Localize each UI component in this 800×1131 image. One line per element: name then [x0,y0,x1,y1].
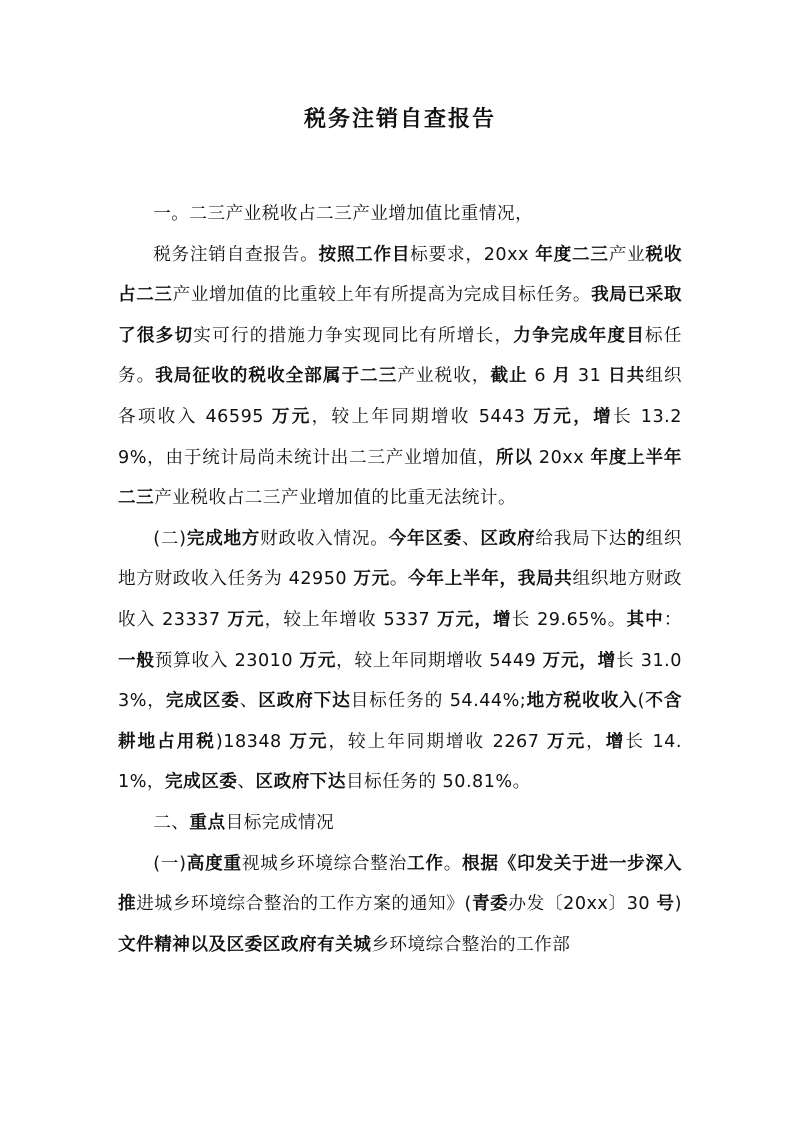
bold-text-run: 万元 [547,731,587,752]
text-run: 长 14.1%， [118,731,682,793]
text-run: ( [637,691,645,712]
text-run: 二、 [153,812,190,833]
text-run: ) [674,894,682,915]
bold-text-run: 按照工作目 [318,244,411,265]
bold-text-run: 青委 [471,894,509,915]
text-run: 、 [461,528,481,549]
bold-text-run: 万元 [227,609,265,630]
text-run: 视城乡环境综合整治 [241,853,407,874]
bold-text-run: 力争完成年度目 [513,325,646,346]
bold-text-run: 我局已采取了很多切 [118,285,682,346]
text-run: 、 [237,772,256,793]
paragraph [118,194,682,235]
text-run: 组织各项收入 46595 [118,366,682,427]
bold-text-run: 月 [552,366,572,387]
text-run: (二) [153,528,187,549]
text-run: ，较上年同期增收 2267 [328,731,547,752]
bold-text-run: 增 [605,731,626,752]
bold-text-run: 工作 [406,853,444,874]
text-run: 。 [443,853,463,874]
bold-text-run: 万元 [271,406,312,427]
bold-text-run: 万元，增 [436,609,512,630]
document-body [118,194,682,965]
text-run: 标任务。 [118,325,682,387]
bold-text-run: 区政府下达 [258,691,351,712]
text-run: 实可行的措施力争实现同比有所增长， [193,325,514,346]
bold-text-run: 截止 [490,366,528,387]
bold-text-run: 重点 [189,812,226,833]
paragraph [118,519,682,803]
bold-text-run: 万元，增 [533,406,613,427]
text-run: 产业 [608,244,646,265]
text-run: 产业税收， [397,366,491,387]
bold-text-run: 文件精神以及区委区政府有关城 [118,934,372,955]
text-run: 组织地方财政收入任务为 42950 [118,528,682,590]
text-run: 目标完成情况 [225,812,335,833]
bold-text-run: 号 [656,894,675,915]
text-run: 产业增加值的比重较上年有所提高为完成目标任务。 [172,285,592,306]
text-run: 进城乡环境综合整治的工作方案的通知》( [136,894,472,915]
bold-text-run: 高度重 [186,853,242,874]
text-run: 税务注销自查报告。 [153,244,319,265]
bold-text-run: 所以 [495,447,533,468]
bold-text-run: 其中 [626,609,664,630]
paragraph [118,844,682,966]
text-run: 20xx [532,447,591,468]
bold-text-run: 年度二三 [535,244,609,265]
text-run: 长 13.29%，由于统计局尚未统计出二三产业增加值， [118,406,682,468]
text-run: )18348 [215,731,290,752]
text-run: 办发〔20xx〕30 [508,894,657,915]
bold-text-run: 今年区委 [388,528,462,549]
text-run: 标要求，20xx [410,244,536,265]
bold-text-run: 万元 [299,650,337,671]
bold-text-run: 万元，增 [542,650,617,671]
bold-text-run: 年度上半年二三 [118,447,682,509]
text-run: (一) [153,853,187,874]
bold-text-run: 万元 [289,731,329,752]
text-run: 、 [239,691,259,712]
text-run: 目标任务的 54.44%; [350,691,527,712]
bold-text-run: 万元 [353,569,390,590]
text-run: 。 [389,569,409,590]
text-run: 产业税收占二三产业增加值的比重无法统计。 [154,488,517,509]
bold-text-run: 今年上半年，我局共 [408,569,573,590]
text-run: 组织地方财政收入 23337 [118,569,682,630]
text-run: 目标任务的 50.81%。 [346,772,531,793]
bold-text-run: 区政府 [480,528,536,549]
text-run: 6 [527,366,553,387]
text-run: 预算收入 23010 [154,650,300,671]
text-run: ： [663,609,682,630]
text-run: 31 [571,366,608,387]
text-run: 长 31.03%， [118,650,682,712]
bold-text-run: 完成区委 [165,691,240,712]
text-run: 给我局下达 [535,528,628,549]
text-run: ， [586,731,606,752]
bold-text-run: 完成区委 [165,772,238,793]
text-run: 乡环境综合整治的工作部 [371,934,571,955]
bold-text-run: 区政府下达 [255,772,346,793]
bold-text-run: 地方税收收入 [526,691,638,712]
text-run: 一。二三产业税收占二三产业增加值比重情况， [153,204,534,224]
text-run: ，较上年同期增收 5449 [336,650,543,671]
text-run: 长 29.65%。 [511,609,627,630]
text-run: ，较上年同期增收 5443 [311,406,534,427]
bold-text-run: 税收占二三 [118,244,682,306]
bold-text-run: 一般 [118,650,155,671]
bold-text-run: 的 [627,528,646,549]
bold-text-run: 我局征收的税收全部属于二三 [155,366,398,387]
text-run: ，较上年增收 5337 [264,609,437,630]
bold-text-run: 不含耕地占用税 [118,691,682,752]
paragraph [118,803,682,844]
bold-text-run: 完成地方 [186,528,261,549]
bold-text-run: 根据《印发关于进一步深入推 [118,853,682,915]
paragraph [118,235,682,519]
bold-text-run: 日共 [607,366,646,387]
document-title: 税务注销自查报告 [303,107,496,132]
text-run: 财政收入情况。 [260,528,389,549]
